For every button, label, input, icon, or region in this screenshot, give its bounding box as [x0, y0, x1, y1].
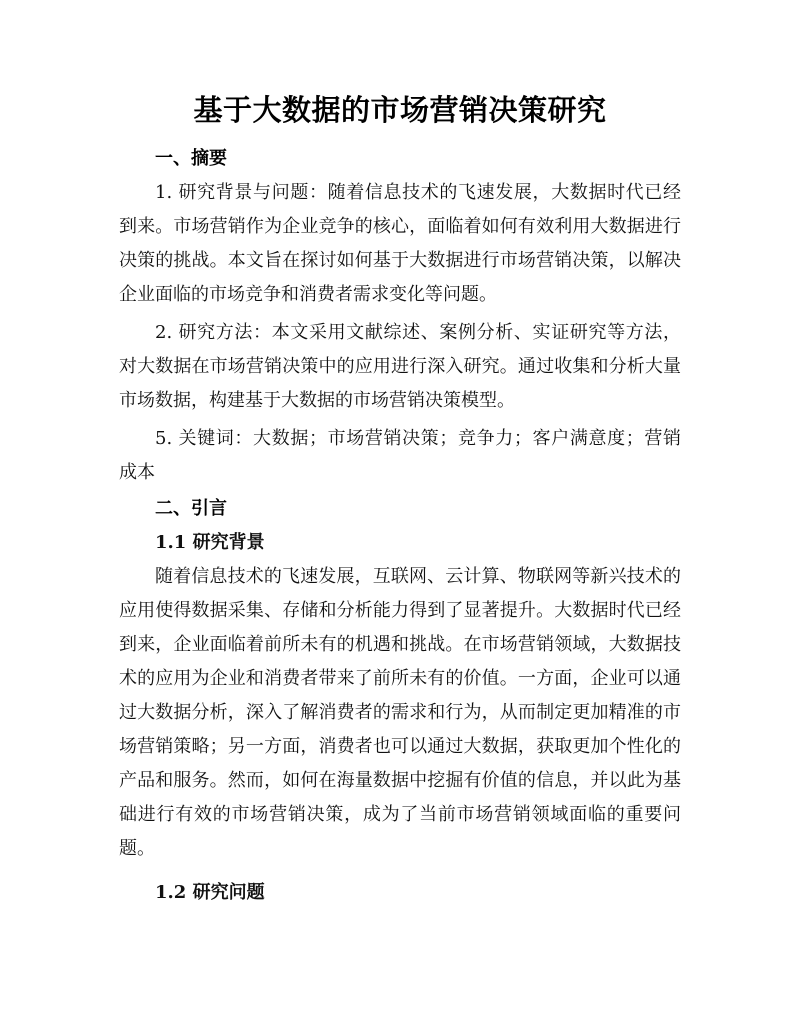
section-heading-abstract: 一、摘要 [155, 148, 227, 169]
subsection-heading-research-question: 1.2 研究问题 [155, 882, 265, 903]
document-title: 基于大数据的市场营销决策研究 [193, 93, 607, 127]
abstract-paragraph-background: 1. 研究背景与问题：随着信息技术的飞速发展，大数据时代已经到来。市场营销作为企业竞争的核心，面临着如何有效利用大数据进行决策的挑战。本文旨在探讨如何基于大数据进行市场营销决策，以解决企业面临的市场竞争和消费者需求变化等问题。 [119, 182, 681, 305]
abstract-paragraph-keywords: 5. 关键词：大数据；市场营销决策；竞争力；客户满意度；营销成本 [119, 428, 681, 483]
abstract-paragraph-method: 2. 研究方法：本文采用文献综述、案例分析、实证研究等方法，对大数据在市场营销决策中的应用进行深入研究。通过收集和分析大量市场数据，构建基于大数据的市场营销决策模型。 [119, 322, 681, 411]
section-heading-introduction: 二、引言 [155, 498, 227, 519]
introduction-paragraph-background: 随着信息技术的飞速发展，互联网、云计算、物联网等新兴技术的应用使得数据采集、存储和分析能力得到了显著提升。大数据时代已经到来，企业面临着前所未有的机遇和挑战。在市场营销领域，大数据技术的应用为企业和消费者带来了前所未有的价值。一方面，企业可以通过大数据分析，深入了解消费者的需求和行为，从而制定更加精准的市场营销策略；另一方面，消费者也可以通过大数据，获取更加个性化的产品和服务。然而，如何在海量数据中挖掘有价值的信息，并以此为基础进行有效的市场营销决策，成为了当前市场营销领域面临的重要问题。 [119, 566, 681, 859]
subsection-heading-background: 1.1 研究背景 [155, 532, 265, 553]
